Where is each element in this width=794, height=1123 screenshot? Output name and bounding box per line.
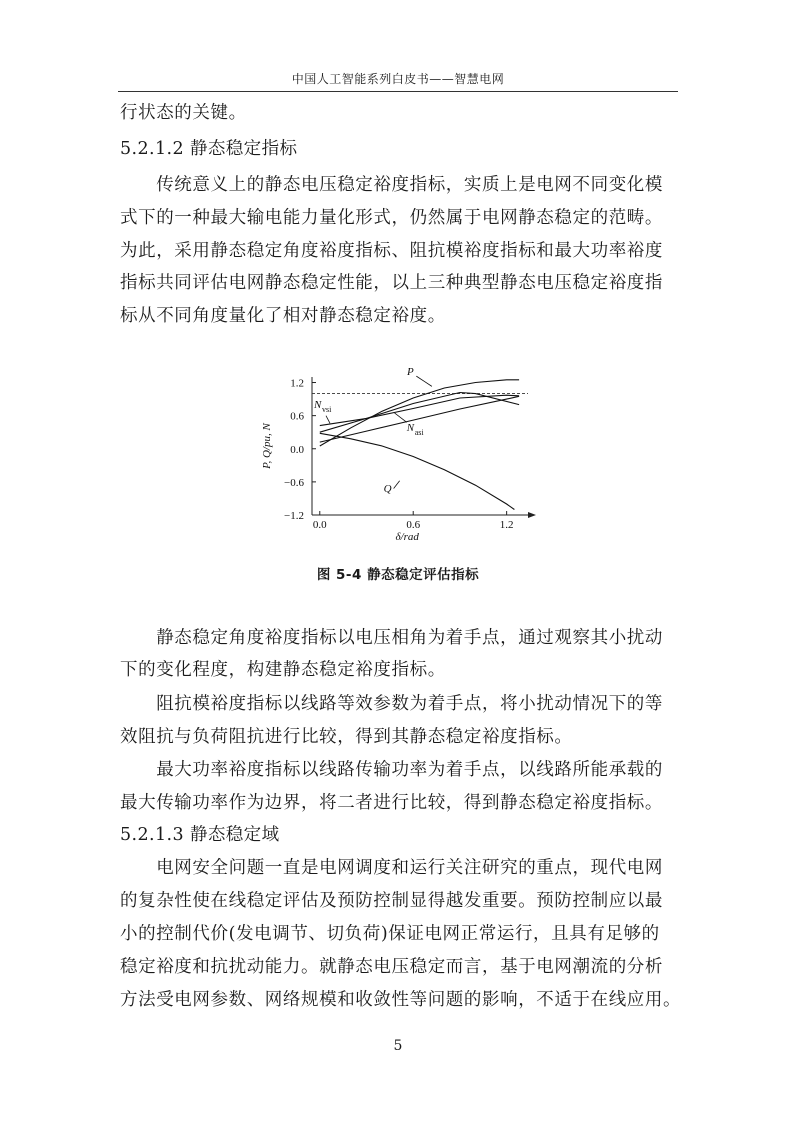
page-number: 5 bbox=[393, 1038, 403, 1054]
y-tick-label: −1.2 bbox=[284, 510, 304, 522]
paragraph-line: 小的控制代价(发电调节、切负荷)保证电网正常运行，且具有足够的 bbox=[120, 924, 660, 944]
label-n-asi: N bbox=[406, 422, 415, 435]
paragraph-line: 电网安全问题一直是电网调度和运行关注研究的重点，现代电网 bbox=[120, 858, 663, 878]
section-heading-5213: 5.2.1.3 静态稳定域 bbox=[120, 825, 280, 845]
paragraph-line: 静态稳定角度裕度指标以电压相角为着手点，通过观察其小扰动 bbox=[120, 628, 663, 648]
paragraph-line: 下的变化程度，构建静态稳定裕度指标。 bbox=[120, 660, 446, 680]
x-tick-label: 0.6 bbox=[406, 519, 421, 531]
y-axis-label: P, Q/pu, N bbox=[261, 423, 273, 469]
label-p: P bbox=[406, 366, 414, 379]
series-line-n-asi bbox=[320, 393, 519, 433]
paragraph-line: 最大功率裕度指标以线路传输功率为着手点，以线路所能承载的 bbox=[120, 760, 663, 780]
label-leader-q bbox=[394, 481, 400, 489]
label-q: Q bbox=[383, 482, 392, 495]
paragraph-line: 稳定裕度和抗扰动能力。就静态电压稳定而言，基于电网潮流的分析 bbox=[120, 957, 663, 977]
label-leader-n-asi bbox=[395, 413, 407, 422]
paragraph-line: 行状态的关键。 bbox=[120, 103, 247, 123]
x-axis-arrow bbox=[528, 512, 536, 518]
paragraph-line: 的复杂性使在线稳定评估及预防控制显得越发重要。预防控制应以最 bbox=[120, 891, 663, 911]
label-n-asi-sub: asi bbox=[414, 428, 424, 438]
series-line-n-vsi bbox=[320, 395, 519, 425]
y-tick-label: 1.2 bbox=[290, 377, 304, 390]
paragraph-line: 指标共同评估电网静态稳定性能，以上三种典型静态电压稳定裕度指 bbox=[120, 273, 663, 293]
y-tick-label: 0.0 bbox=[290, 443, 304, 456]
section-heading-5212: 5.2.1.2 静态稳定指标 bbox=[120, 139, 298, 159]
x-tick-label: 1.2 bbox=[499, 519, 514, 531]
figure-caption: 图 5-4 静态稳定评估指标 bbox=[316, 567, 480, 583]
label-leader-p bbox=[416, 376, 432, 386]
paragraph-line: 效阻抗与负荷阻抗进行比较，得到其静态稳定裕度指标。 bbox=[120, 727, 573, 747]
header-rule bbox=[118, 91, 678, 92]
label-n-vsi: N bbox=[314, 398, 322, 411]
series-line-q bbox=[320, 433, 515, 509]
label-n-vsi-sub: vsi bbox=[322, 404, 332, 414]
paragraph-line: 方法受电网参数、网络规模和收敛性等问题的影响，不适于在线应用。 bbox=[120, 990, 682, 1010]
paragraph-line: 阻抗模裕度指标以线路等效参数为着手点，将小扰动情况下的等 bbox=[120, 694, 663, 714]
stability-chart bbox=[250, 365, 550, 555]
paragraph-line: 标从不同角度量化了相对静态稳定裕度。 bbox=[120, 306, 446, 326]
y-tick-label: −0.6 bbox=[284, 476, 304, 489]
paragraph-line: 为此，采用静态稳定角度裕度指标、阻抗模裕度指标和最大功率裕度 bbox=[120, 241, 663, 261]
page-header: 中国人工智能系列白皮书——智慧电网 bbox=[291, 72, 505, 86]
paragraph-line: 式下的一种最大输电能力量化形式，仍然属于电网静态稳定的范畴。 bbox=[120, 208, 663, 228]
x-tick-label: 0.0 bbox=[312, 519, 327, 531]
label-leader-n-vsi bbox=[326, 416, 330, 424]
paragraph-line: 传统意义上的静态电压稳定裕度指标，实质上是电网不同变化模 bbox=[120, 175, 663, 195]
paragraph-line: 最大传输功率作为边界，将二者进行比较，得到静态稳定裕度指标。 bbox=[120, 793, 663, 813]
x-axis-label: δ/rad bbox=[395, 531, 419, 543]
y-tick-label: 0.6 bbox=[290, 410, 304, 423]
